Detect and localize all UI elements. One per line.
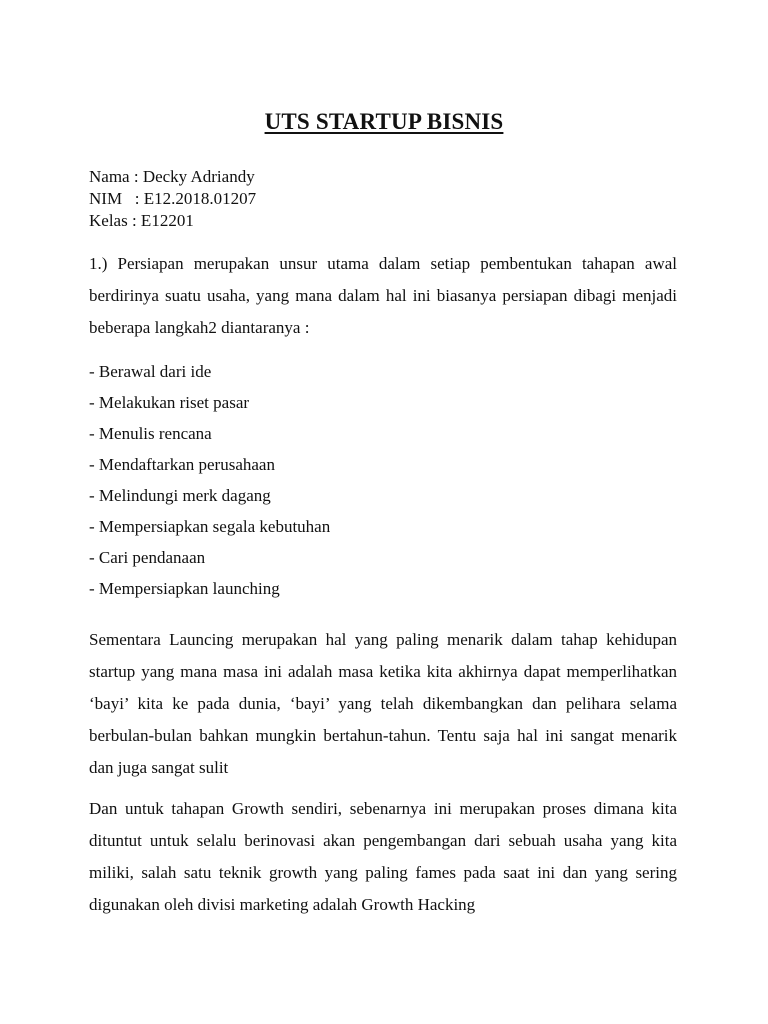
list-item: - Melindungi merk dagang bbox=[89, 486, 271, 505]
identity-name: Nama : Decky Adriandy bbox=[89, 167, 255, 186]
paragraph-growth: Dan untuk tahapan Growth sendiri, sebenarnya ini merupakan proses dimana kita dituntut untuk selalu berinovasi akan pengembangan dari sebuah usaha yang kita miliki, salah satu teknik growth yang paling fames pada saat ini dan yang sering digunakan oleh divisi marketing adalah Growth Hacking bbox=[89, 799, 677, 914]
paragraph-preparation: 1.) Persiapan merupakan unsur utama dalam setiap pembentukan tahapan awal berdirinya suatu usaha, yang mana dalam hal ini biasanya persiapan dibagi menjadi beberapa langkah2 diantaranya : bbox=[89, 254, 677, 337]
paragraph-launching: Sementara Launcing merupakan hal yang paling menarik dalam tahap kehidupan startup yang mana masa ini adalah masa ketika kita akhirnya dapat memperlihatkan ‘bayi’ kita ke pada dunia, ‘bayi’ yang telah dikembangkan dan pelihara selama berbulan-bulan bahkan mungkin bertahun-tahun. Tentu saja hal ini sangat menarik dan juga sangat sulit bbox=[89, 630, 677, 777]
student-identity bbox=[89, 166, 256, 232]
list-item: - Cari pendanaan bbox=[89, 548, 206, 567]
document-title: UTS STARTUP BISNIS bbox=[264, 109, 504, 134]
list-item: - Melakukan riset pasar bbox=[89, 393, 250, 412]
identity-class: Kelas : E12201 bbox=[89, 211, 194, 230]
preparation-steps-list bbox=[89, 356, 330, 604]
list-item: - Berawal dari ide bbox=[89, 362, 212, 381]
identity-nim: NIM : E12.2018.01207 bbox=[89, 189, 257, 208]
list-item: - Mempersiapkan launching bbox=[89, 579, 280, 598]
list-item: - Menulis rencana bbox=[89, 424, 212, 443]
list-item: - Mendaftarkan perusahaan bbox=[89, 455, 275, 474]
list-item: - Mempersiapkan segala kebutuhan bbox=[89, 517, 331, 536]
